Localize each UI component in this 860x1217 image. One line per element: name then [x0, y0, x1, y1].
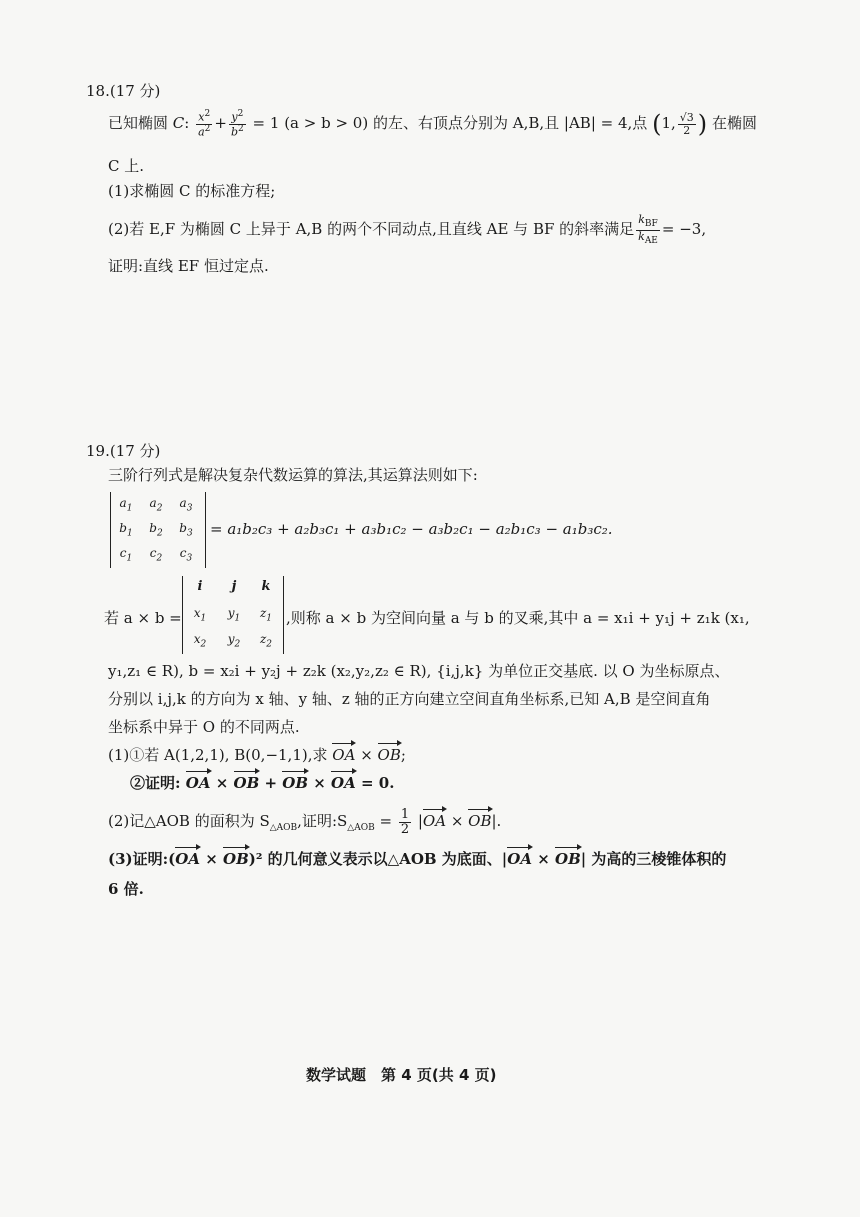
determinant-ijk: i j k $x_1$ $y_1$ $z_1$ $x_2$ $y_2$ $z_2$ [182, 576, 284, 654]
q18-heading: 18.(17 分) [86, 82, 161, 100]
q19-part3-text-b: )² 的几何意义表示以△AOB 为底面、| [248, 850, 508, 868]
frac-kbf-kae: $\frac{k_{BF}}{k_{AE}}$ [638, 213, 658, 246]
q18-line1: 已知椭圆 C: $\frac{x^2}{a^2}$ + $\frac{y^2}{b^2}$ = 1 (a > b > 0) 的左、右顶点分别为 A,B,且 |AB| = 4,点 (1, $\frac{√3}{2}$ ) 在椭圆 [108, 109, 757, 139]
q19-part1-2: ②证明: OA × OB + OB × OA = 0. [130, 774, 395, 792]
q18-part1: (1)求椭圆 C 的标准方程; [108, 182, 276, 200]
q18-vertices-text: 的左、右顶点分别为 A,B,且 |AB| = 4,点 [372, 114, 648, 132]
q19-part3: (3)证明:(OA × OB)² 的几何意义表示以△AOB 为底面、|OA × OB| 为高的三棱锥体积的 [108, 850, 727, 868]
frac-one-half: $\frac{1}{2}$ [400, 807, 410, 837]
q19-part1-2-text: ②证明: [130, 774, 181, 792]
q19-axes-line: 分别以 i,j,k 的方向为 x 轴、y 轴、z 轴的正方向建立空间直角坐标系,已知 A,B 是空间直角 [108, 690, 711, 708]
frac-sqrt3-2: $\frac{√3}{2}$ [679, 110, 694, 137]
determinant-expansion: = a₁b₂c₃ + a₂b₃c₁ + a₃b₁c₂ − a₃b₂c₁ − a₂b₁c₃ − a₁b₃c₂. [210, 520, 613, 538]
q19-part2-proof: ,证明:S [297, 812, 348, 831]
q19-basis-line: y₁,z₁ ∈ R), b = x₂i + y₂j + z₂k (x₂,y₂,z₂ ∈ R), {i,j,k} 为单位正交基底. 以 O 为坐标原点、 [108, 662, 730, 680]
frac-y2-b2: $\frac{y^2}{b^2}$ [230, 109, 244, 139]
frac-x2-a2: $\frac{x^2}{a^2}$ [198, 109, 211, 139]
q18-part3: 证明:直线 EF 恒过定点. [108, 257, 269, 275]
determinant-abc: $a_1$ $a_2$ $a_3$ $b_1$ $b_2$ $b_3$ $c_1$ $c_2$ $c_3$ [110, 492, 206, 568]
q18-line2: C 上. [108, 157, 145, 175]
ellipse-equation-rhs: = 1 (a > b > 0) [252, 114, 369, 132]
page-footer: 数学试题 第 4 页(共 4 页) [306, 1066, 497, 1084]
q18-part2-text: (2)若 E,F 为椭圆 C 上异于 A,B 的两个不同动点,且直线 AE 与 BF 的斜率满足 [108, 220, 635, 239]
q19-heading: 19.(17 分) [86, 442, 161, 460]
q19-part3-end: 6 倍. [108, 880, 144, 898]
q18-intro-text: 已知椭圆 [108, 114, 169, 132]
q19-part1-1-text: (1)①若 A(1,2,1), B(0,−1,1),求 [108, 746, 328, 764]
q19-part2-text: (2)记△AOB 的面积为 S [108, 812, 270, 831]
q18-part2-value: = −3, [661, 220, 707, 239]
q18-part2 [108, 214, 706, 246]
q18-on-ellipse: 在椭圆 [711, 114, 757, 132]
q19-coord-line: 坐标系中异于 O 的不同两点. [108, 718, 300, 736]
q19-part2: (2)记△AOB 的面积为 $S_{\triangle AOB}$,证明$:S_{\triangle AOB}$ = $\frac{1}{2}$ |OA × OB|. [108, 807, 502, 837]
q19-part1-1: (1)①若 A(1,2,1), B(0,−1,1),求 OA × OB; [108, 746, 406, 764]
q19-part3-text-c: | 为高的三棱锥体积的 [580, 850, 727, 868]
cross-product-prefix: 若 a × b = [104, 609, 182, 627]
cross-product-definition: ,则称 a × b 为空间向量 a 与 b 的叉乘,其中 a = x₁i + y₁j + z₁k (x₁, [286, 609, 750, 627]
q19-part3-text-a: (3)证明:( [108, 850, 176, 868]
q19-intro: 三阶行列式是解决复杂代数运算的算法,其运算法则如下: [108, 466, 478, 484]
